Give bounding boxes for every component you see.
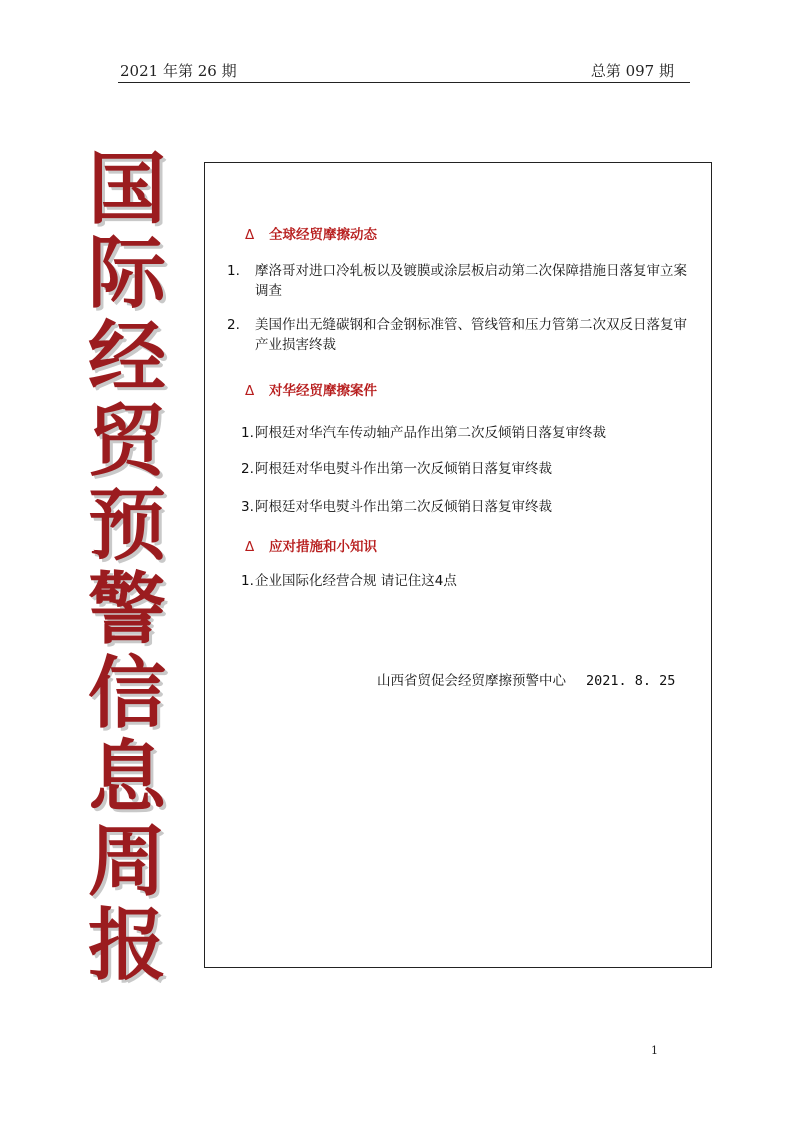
- title-char: 际: [87, 228, 166, 319]
- item-number: 1.: [241, 573, 254, 589]
- item-number: 3.: [241, 499, 254, 515]
- toc-item[interactable]: [241, 497, 681, 517]
- title-char: 贸: [87, 396, 166, 487]
- title-char: 预: [87, 480, 166, 571]
- item-text: 摩洛哥对进口冷轧板以及镀膜或涂层板启动第二次保障措施日落复审立案调查: [255, 263, 687, 299]
- triangle-icon: Δ: [245, 539, 255, 555]
- vertical-title: [72, 144, 182, 991]
- title-char: 报: [87, 900, 166, 991]
- section-title-china-cases: [245, 379, 377, 399]
- title-char: 警: [87, 564, 166, 655]
- total-issue-number: 总第 097 期: [590, 62, 674, 80]
- item-text: 阿根廷对华电熨斗作出第二次反倾销日落复审终裁: [255, 499, 552, 515]
- toc-item[interactable]: [227, 315, 695, 355]
- item-text: 阿根廷对华电熨斗作出第一次反倾销日落复审终裁: [255, 461, 552, 477]
- item-number: 1.: [241, 425, 254, 441]
- item-number: 1.: [227, 263, 240, 279]
- section-title-text: 全球经贸摩擦动态: [269, 227, 377, 243]
- title-char: 经: [87, 312, 166, 403]
- toc-item[interactable]: [241, 459, 681, 479]
- signature: [377, 669, 675, 689]
- toc-item[interactable]: [227, 261, 695, 301]
- title-char: 息: [87, 732, 166, 823]
- section-title-countermeasures: [245, 535, 377, 555]
- signature-date: 2021. 8. 25: [586, 673, 676, 689]
- triangle-icon: Δ: [245, 383, 255, 399]
- section-title-text: 应对措施和小知识: [269, 539, 377, 555]
- toc-item[interactable]: [241, 423, 681, 443]
- title-char: 周: [87, 816, 166, 907]
- item-text: 企业国际化经营合规 请记住这4点: [255, 573, 457, 589]
- title-char: 信: [87, 648, 166, 739]
- table-of-contents: [204, 162, 712, 968]
- item-number: 2.: [227, 317, 240, 333]
- page-header: [118, 58, 690, 83]
- signature-org: 山西省贸促会经贸摩擦预警中心: [377, 673, 566, 689]
- section-title-global-friction: [245, 223, 377, 243]
- page-number: 1: [651, 1044, 658, 1057]
- item-number: 2.: [241, 461, 254, 477]
- triangle-icon: Δ: [245, 227, 255, 243]
- item-text: 阿根廷对华汽车传动轴产品作出第二次反倾销日落复审终裁: [255, 425, 606, 441]
- section-title-text: 对华经贸摩擦案件: [269, 383, 377, 399]
- title-char: 国: [87, 144, 166, 235]
- toc-item[interactable]: [241, 571, 681, 591]
- issue-number: 2021 年第 26 期: [120, 62, 237, 80]
- item-text: 美国作出无缝碳钢和合金钢标准管、管线管和压力管第二次双反日落复审产业损害终裁: [255, 317, 687, 353]
